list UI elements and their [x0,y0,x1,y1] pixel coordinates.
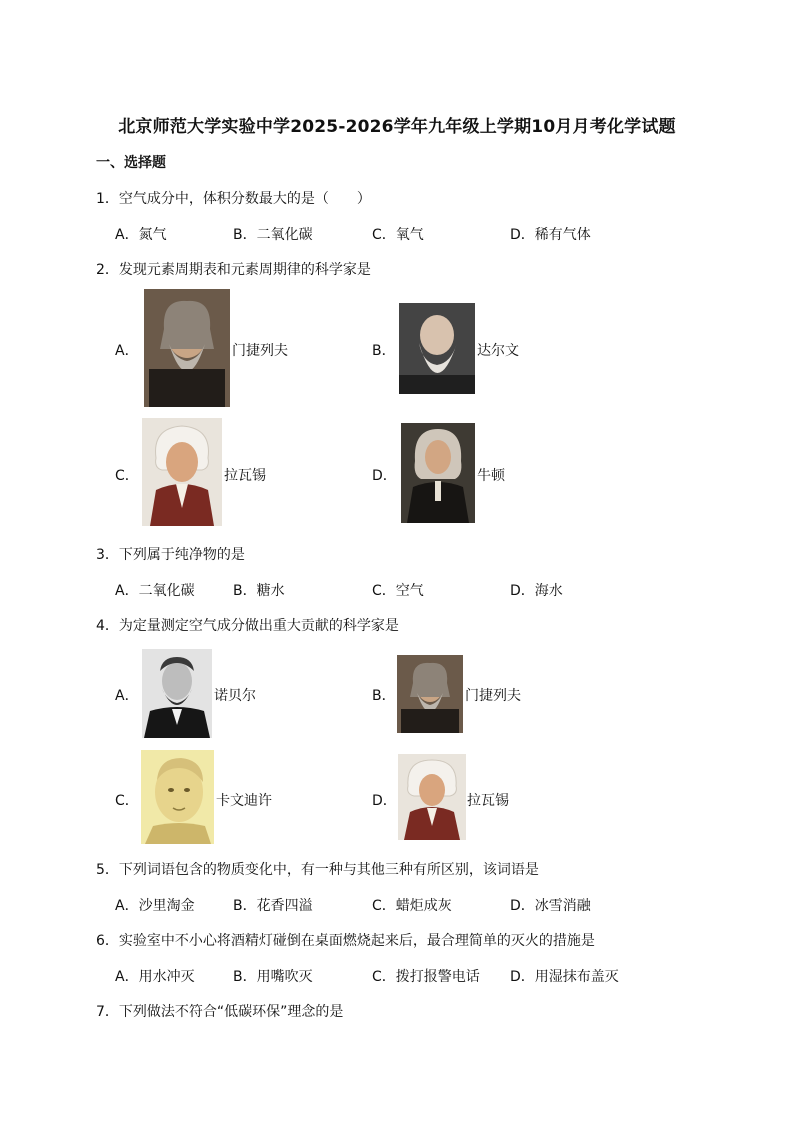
q2-portrait-b [399,303,475,394]
question-7-stem: 7．下列做法不符合“低碳环保”理念的是 [96,1004,344,1020]
q6-option-b: B．用嘴吹灭 [233,969,313,985]
q3-option-b: B．糖水 [233,583,285,599]
q2-option-b-name: 达尔文 [477,343,519,359]
q4-portrait-c [141,750,214,844]
q4-option-d-name: 拉瓦锡 [467,793,509,809]
question-4-stem: 4．为定量测定空气成分做出重大贡献的科学家是 [96,618,399,634]
q3-option-d: D．海水 [510,583,563,599]
q5-option-d: D．冰雪消融 [510,898,591,914]
question-5-stem: 5．下列词语包含的物质变化中，有一种与其他三种有所区别，该词语是 [96,862,539,878]
q6-option-d: D．用湿抹布盖灭 [510,969,619,985]
q2-option-b-letter: B． [372,343,396,359]
q2-option-d-letter: D． [372,468,397,484]
q4-portrait-a [142,649,212,738]
q2-portrait-d [401,423,475,523]
q4-option-c-name: 卡文迪许 [216,793,272,809]
q3-option-c: C．空气 [372,583,424,599]
section-heading: 一、选择题 [96,155,166,171]
q2-portrait-c [142,418,222,526]
question-6-stem: 6．实验室中不小心将酒精灯碰倒在桌面燃烧起来后，最合理简单的灭火的措施是 [96,933,595,949]
q4-option-a-letter: A． [115,688,139,704]
question-1-stem: 1．空气成分中，体积分数最大的是（ ） [96,191,371,207]
q4-option-c-letter: C． [115,793,139,809]
q1-option-d: D．稀有气体 [510,227,591,243]
q1-option-a: A．氮气 [115,227,167,243]
q4-option-b-letter: B． [372,688,396,704]
question-3-stem: 3．下列属于纯净物的是 [96,547,245,563]
q2-option-a-name: 门捷列夫 [232,343,288,359]
q2-portrait-a [144,289,230,407]
q4-option-b-name: 门捷列夫 [465,688,521,704]
question-2-stem: 2．发现元素周期表和元素周期律的科学家是 [96,262,371,278]
q1-option-b: B．二氧化碳 [233,227,313,243]
q5-option-b: B．花香四溢 [233,898,313,914]
q1-option-c: C．氧气 [372,227,424,243]
q2-option-c-name: 拉瓦锡 [224,468,266,484]
q6-option-a: A．用水冲灭 [115,969,195,985]
q4-portrait-d [398,754,466,840]
q6-option-c: C．拨打报警电话 [372,969,480,985]
q4-option-d-letter: D． [372,793,397,809]
q3-option-a: A．二氧化碳 [115,583,195,599]
q2-option-a-letter: A． [115,343,139,359]
q2-option-d-name: 牛顿 [477,468,505,484]
q4-option-a-name: 诺贝尔 [214,688,256,704]
q2-option-c-letter: C． [115,468,139,484]
q4-portrait-b [397,655,463,733]
q5-option-c: C．蜡炬成灰 [372,898,452,914]
q5-option-a: A．沙里淘金 [115,898,195,914]
exam-title: 北京师范大学实验中学2025-2026学年九年级上学期10月月考化学试题 [118,117,676,137]
